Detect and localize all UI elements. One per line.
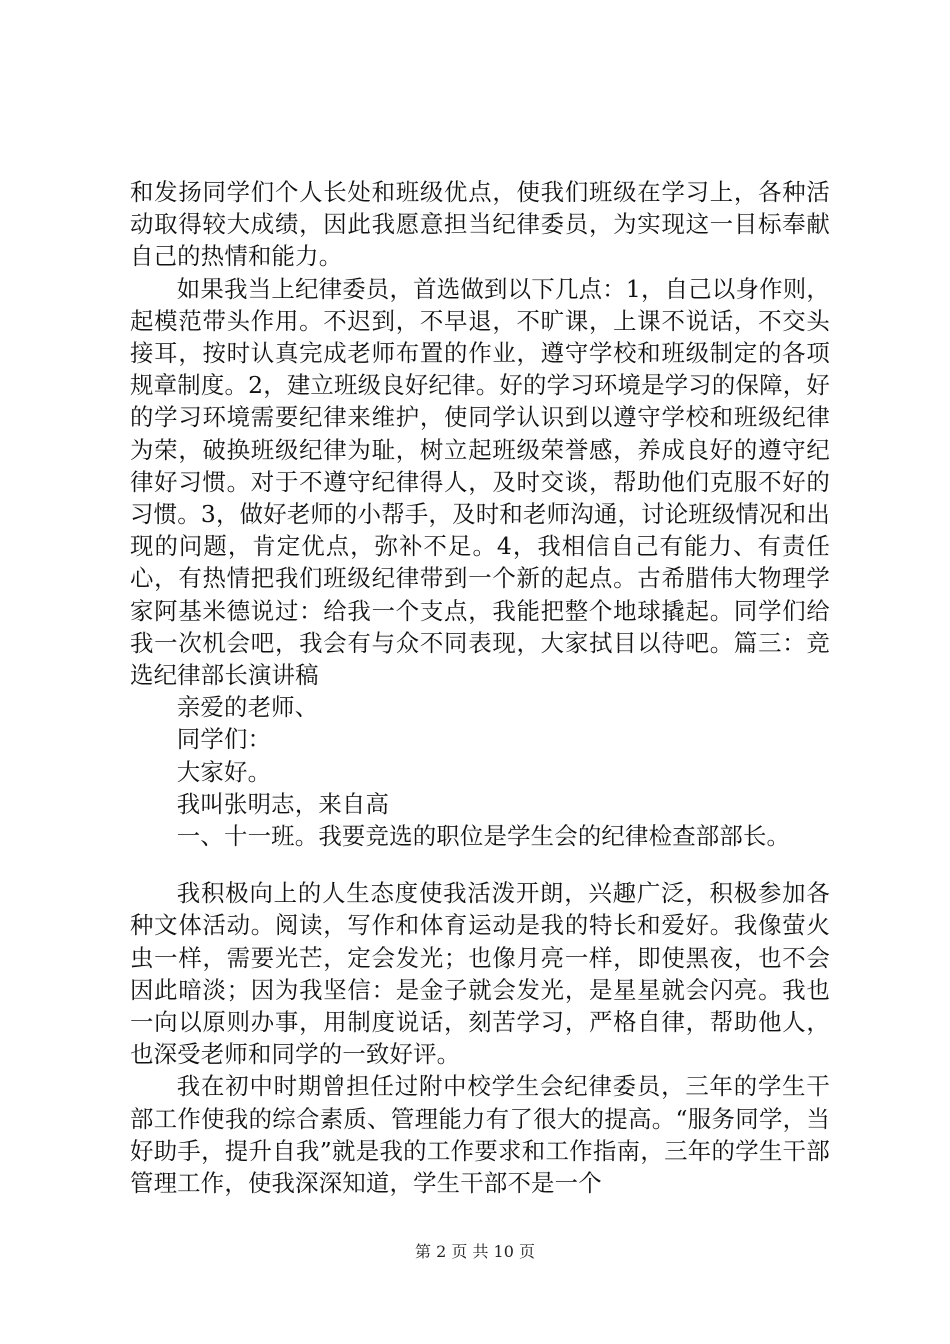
document-body — [130, 176, 830, 1199]
paragraph-attitude: 我积极向上的人生态度使我活泼开朗，兴趣广泛，积极参加各种文体活动。阅读，写作和体育运动是我的特长和爱好。我像萤火虫一样，需要光芒，定会发光；也像月亮一样，即使黑夜，也不会因此暗淡；因为我坚信：是金子就会发光，是星星就会闪亮。我也一向以原则办事，用制度说话，刻苦学习，严格自律，帮助他人，也深受老师和同学的一致好评。 — [130, 879, 830, 1069]
paragraph-greeting-students: 同学们： — [176, 725, 272, 754]
paragraph-name: 我叫张明志，来自高 — [176, 789, 390, 818]
paragraph-class: 一、十一班。我要竞选的职位是学生会的纪律检查部部长。 — [176, 822, 791, 851]
paragraph-greeting-teachers: 亲爱的老师、 — [176, 693, 319, 722]
paragraph-experience: 我在初中时期曾担任过附中校学生会纪律委员，三年的学生干部工作使我的综合素质、管理能力有了很大的提高。“服务同学，当好助手，提升自我”就是我的工作要求和工作指南，三年的学生干部管理工作，使我深深知道，学生干部不是一个 — [130, 1072, 830, 1198]
paragraph-1: 和发扬同学们个人长处和班级优点，使我们班级在学习上，各种活动取得较大成绩，因此我愿意担当纪律委员，为实现这一目标奉献自己的热情和能力。 — [130, 178, 830, 271]
paragraph-hello: 大家好。 — [176, 757, 272, 786]
page-footer: 第 2 页 共 10 页 — [415, 1242, 535, 1261]
paragraph-2: 如果我当上纪律委员，首选做到以下几点：1，自己以身作则，起模范带头作用。不迟到，不早退，不旷课，上课不说话，不交头接耳，按时认真完成老师布置的作业，遵守学校和班级制定的各项规章制度。2，建立班级良好纪律。好的学习环境是学习的保障，好的学习环境需要纪律来维护，使同学认识到以遵守学校和班级纪律为荣，破换班级纪律为耻，树立起班级荣誉感，养成良好的遵守纪律好习惯。对于不遵守纪律得人，及时交谈，帮助他们克服不好的习惯。3，做好老师的小帮手，及时和老师沟通，讨论班级情况和出现的问题，肯定优点，弥补不足。4，我相信自己有能力、有责任心，有热情把我们班级纪律带到一个新的起点。古希腊伟大物理学家阿基米德说过：给我一个支点，我能把整个地球撬起。同学们给我一次机会吧，我会有与众不同表现，大家拭目以待吧。篇三：竞选纪律部长演讲稿 — [130, 274, 830, 690]
